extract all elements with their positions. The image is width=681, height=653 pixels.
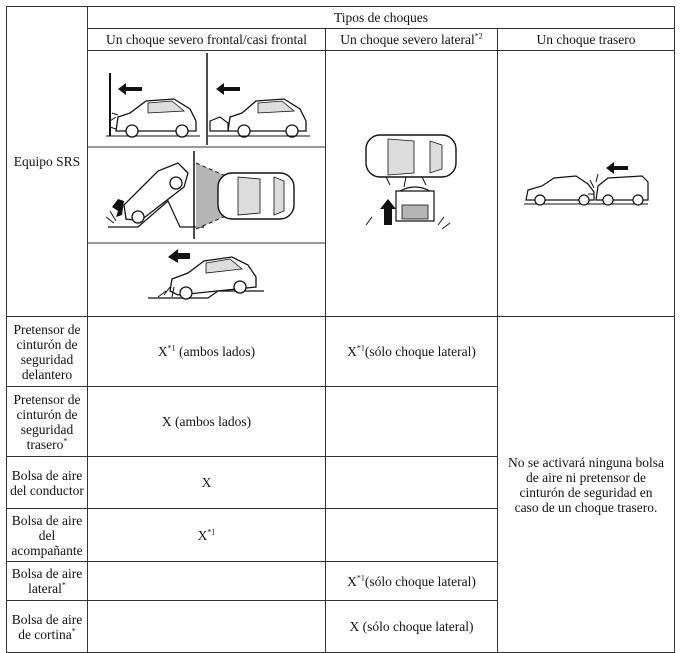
row-label-bolsa-conductor: Bolsa de aire del conductor bbox=[7, 457, 88, 509]
row-label-pretensor-trasero: Pretensor de cinturón de seguridad trasero* bbox=[7, 387, 88, 457]
cell-frontal-bolsa-conductor: X bbox=[88, 457, 326, 509]
cell-frontal-bolsa-lateral bbox=[88, 562, 326, 601]
frontal-crash-illustrations bbox=[88, 51, 326, 317]
frontal-car-to-car-illustration bbox=[208, 83, 310, 137]
rear-crash-illustration bbox=[498, 51, 675, 317]
equipo-srs-label: Equipo SRS bbox=[7, 7, 88, 317]
frontal-zone-top-view bbox=[196, 163, 294, 229]
row-label-bolsa-acompanante: Bolsa de aire del acompañante bbox=[7, 509, 88, 562]
frontal-car-wall-illustration bbox=[106, 73, 200, 137]
col-header-trasero: Un choque trasero bbox=[498, 29, 675, 51]
cell-lateral-bolsa-cortina: X (sólo choque lateral) bbox=[326, 601, 498, 653]
row-label-bolsa-cortina: Bolsa de aire de cortina* bbox=[7, 601, 88, 653]
lateral-crash-illustration bbox=[326, 51, 498, 317]
rear-crash-note: No se activará ninguna bolsa de aire ni pretensor de cinturón de seguridad en caso de un choque trasero. bbox=[498, 317, 675, 653]
tipos-de-choques-header: Tipos de choques bbox=[88, 7, 675, 29]
row-label-pretensor-delantero: Pretensor de cinturón de seguridad delantero bbox=[7, 317, 88, 387]
cell-frontal-pretensor-delantero: $X^{*1}$ (ambos lados) bbox=[88, 317, 326, 387]
srs-crash-table bbox=[6, 6, 675, 653]
row-label-bolsa-lateral: Bolsa de aire lateral* bbox=[7, 562, 88, 601]
frontal-curb-illustration bbox=[148, 249, 264, 299]
cell-lateral-bolsa-conductor bbox=[326, 457, 498, 509]
col-header-frontal: Un choque severo frontal/casi frontal bbox=[88, 29, 326, 51]
cell-frontal-bolsa-acompanante: $X^{*1}$ bbox=[88, 509, 326, 562]
col-header-lateral-footnote: *2 bbox=[474, 31, 483, 41]
cell-frontal-bolsa-cortina bbox=[88, 601, 326, 653]
cell-lateral-bolsa-acompanante bbox=[326, 509, 498, 562]
cell-lateral-bolsa-lateral: $X^{*1}(sólo$ choque lateral) bbox=[326, 562, 498, 601]
frontal-ramp-illustration bbox=[106, 163, 204, 227]
col-header-lateral: Un choque severo lateral$^{*2}$ bbox=[326, 29, 498, 51]
cell-frontal-pretensor-trasero: X (ambos lados) bbox=[88, 387, 326, 457]
cell-lateral-pretensor-delantero: $X^{*1}(sólo$ choque lateral) bbox=[326, 317, 498, 387]
cell-lateral-pretensor-trasero bbox=[326, 387, 498, 457]
